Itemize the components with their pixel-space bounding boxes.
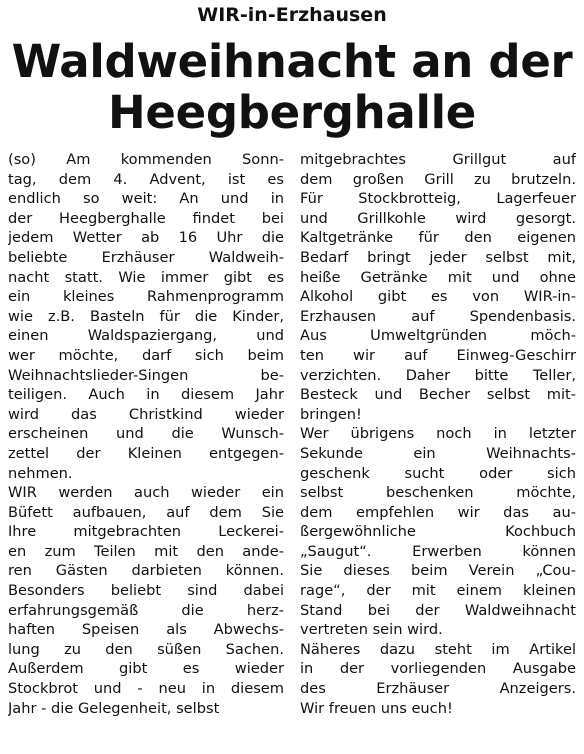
headline [0,36,584,138]
text-line: Erzhausen auf Spendenbasis. [300,307,576,325]
text-line: Für Stockbrotteig, Lagerfeuer [300,190,576,208]
text-line: Bedarf bringt jeder selbst mit, [300,248,576,266]
text-line: dem empfehlen wir das au- [300,503,576,521]
text-line: mitgebrachtes Grillgut auf [300,151,576,168]
text-line: jedem Wetter ab 16 Uhr die [8,229,284,247]
text-line: Wir freuen uns euch! [300,699,453,717]
text-line: (so) Am kommenden Sonn- [8,151,284,168]
text-line: Stockbrot und - neu in diesem [8,680,284,698]
text-column-left [8,150,284,718]
text-line: teiligen. Auch in diesem Jahr [8,386,284,404]
text-line: erscheinen und die Wunsch- [8,425,284,443]
text-line: der Heegberghalle findet bei [8,209,284,227]
text-line: Sie dieses beim Verein „Cou- [300,562,576,580]
text-line: Weihnachtslieder-Singen be- [8,366,284,384]
text-line: Außerdem gibt es wieder [8,660,284,678]
text-line: rage“, der mit einem kleinen [300,582,576,600]
text-line: einen Waldspaziergang, und [8,327,284,345]
text-line: nacht statt. Wie immer gibt es [8,268,284,286]
text-line: endlich so weit: An und in [8,190,284,208]
text-line: Sekunde ein Weihnachts- [300,444,576,462]
text-line: Besonders beliebt sind dabei [8,582,284,600]
text-line: „Saugut“. Erwerben können [300,542,576,560]
text-line: Besteck und Becher selbst mit- [300,386,576,404]
text-line: erfahrungsgemäß die herz- [8,601,284,619]
text-line: wird das Christkind wieder [8,405,284,423]
text-line: ein kleines Rahmenprogramm [8,288,284,306]
headline-line: Heegberghalle [108,86,476,139]
kicker: WIR-in-Erzhausen [197,4,387,26]
text-line: wie z.B. Basteln für die Kinder, [8,307,284,325]
text-line: Ihre mitgebrachten Leckerei- [8,523,284,541]
text-line: Büfett aufbauen, auf dem Sie [8,503,284,521]
text-line: nehmen. [8,464,73,482]
text-line: Alkohol gibt es von WIR-in- [300,288,576,306]
text-line: WIR werden auch wieder ein [8,484,284,502]
text-line: Wer übrigens noch in letzter [300,425,576,443]
text-line: haften Speisen als Abwechs- [8,621,284,639]
text-line: ten wir auf Einweg-Geschirr [300,346,576,364]
text-line: zettel der Kleinen entgegen- [8,444,284,462]
text-line: tag, dem 4. Advent, ist es [8,170,284,188]
text-line: bringen! [300,405,362,423]
text-line: und Grillkohle wird gesorgt. [300,209,576,227]
text-line: vertreten sein wird. [300,621,443,639]
text-column-right [300,150,576,718]
text-line: heiße Getränke mit und ohne [300,268,576,286]
text-line: selbst beschenken möchte, [300,484,576,502]
text-line: lung zu den süßen Sachen. [8,640,284,658]
text-line: Näheres dazu steht im Artikel [300,640,576,658]
text-line: wer möchte, darf sich beim [8,346,284,364]
text-line: beliebte Erzhäuser Waldweih- [8,248,284,266]
headline-line: Waldweihnacht an der [11,35,573,88]
text-line: ren Gästen darbieten können. [8,562,284,580]
text-line: dem großen Grill zu brutzeln. [300,170,576,188]
text-line: Aus Umweltgründen möch- [300,327,576,345]
text-line: des Erzhäuser Anzeigers. [300,680,576,698]
text-line: Jahr - die Gelegenheit, selbst [8,699,220,717]
text-line: in der vorliegenden Ausgabe [300,660,576,678]
text-line: geschenk sucht oder sich [300,464,576,482]
text-line: ßergewöhnliche Kochbuch [300,523,576,541]
text-line: verzichten. Daher bitte Teller, [300,366,576,384]
text-line: Kaltgetränke für den eigenen [300,229,576,247]
text-line: en zum Teilen mit den ande- [8,542,284,560]
text-line: Stand bei der Waldweihnacht [300,601,576,619]
